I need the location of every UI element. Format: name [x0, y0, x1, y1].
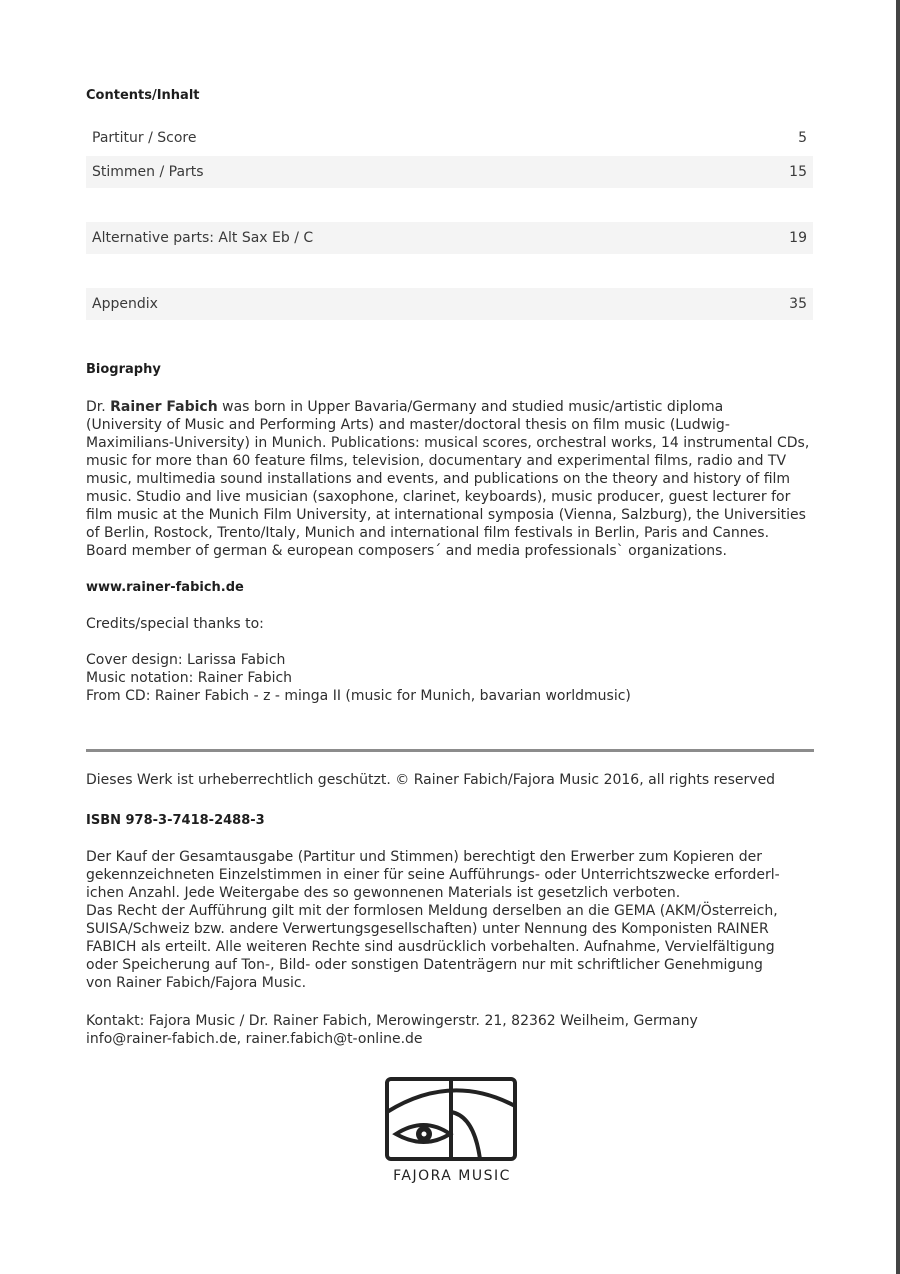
license-line: von Rainer Fabich/Fajora Music.: [86, 975, 307, 991]
license-line: Das Recht der Aufführung gilt mit der formlosen Meldung derselben an die GEMA (AKM/Österreich,: [86, 903, 778, 919]
credits-line: Cover design: Larissa Fabich: [86, 652, 286, 668]
biography-line: music. Studio and live musician (saxophone, clarinet, keyboards), music producer, guest lecturer for: [86, 489, 791, 505]
credits-line: Music notation: Rainer Fabich: [86, 670, 293, 686]
toc-title: Appendix: [92, 296, 158, 312]
copyright-text: Dieses Werk ist urheberrechtlich geschützt. © Rainer Fabich/Fajora Music 2016, all rights reserved: [86, 772, 776, 788]
license-line: ichen Anzahl. Jede Weitergabe des so gewonnenen Materials ist gesetzlich verboten.: [86, 885, 681, 901]
toc-row: [86, 222, 813, 254]
fajora-eye-logo-icon: [384, 1076, 518, 1162]
biography-text: [86, 398, 821, 560]
divider: [86, 749, 814, 752]
toc-page: 35: [789, 296, 807, 312]
biography-line: (University of Music and Performing Arts) and master/doctoral thesis on film music (Ludwig-: [86, 417, 730, 433]
license-line: gekennzeichneten Einzelstimmen in einer für seine Aufführungs- oder Unterrichtszwecke erforderl-: [86, 867, 780, 883]
credits-heading: Credits/special thanks to:: [86, 616, 264, 632]
credits-list: [86, 651, 821, 705]
toc-title: Alternative parts: Alt Sax Eb / C: [92, 230, 314, 246]
biography-line-text: was born in Upper Bavaria/Germany and studied music/artistic diploma: [217, 399, 724, 415]
credits-line: From CD: Rainer Fabich - z - minga II (music for Munich, bavarian worldmusic): [86, 688, 631, 704]
license-line: oder Speicherung auf Ton-, Bild- oder sonstigen Datenträgern nur mit schriftlicher Genehmigung: [86, 957, 763, 973]
biography-line: Board member of german & european composers´ and media professionals` organizations.: [86, 543, 727, 559]
toc-page: 19: [789, 230, 807, 246]
contact-text: [86, 1012, 821, 1048]
toc-row: [86, 122, 813, 154]
license-line: Der Kauf der Gesamtausgabe (Partitur und Stimmen) berechtigt den Erwerber zum Kopieren der: [86, 849, 762, 865]
biography-heading: Biography: [86, 362, 161, 377]
website-link[interactable]: www.rainer-fabich.de: [86, 580, 244, 595]
contents-heading: Contents/Inhalt: [86, 88, 200, 103]
biography-line: music, multimedia sound installations and events, and publications on the theory and history of film: [86, 471, 791, 487]
isbn: ISBN 978-3-7418-2488-3: [86, 813, 265, 828]
biography-line: film music at the Munich Film University, at international symposia (Vienna, Salzburg), the Universities: [86, 507, 806, 523]
contact-line: info@rainer-fabich.de, rainer.fabich@t-online.de: [86, 1031, 423, 1047]
biography-prefix: Dr.: [86, 399, 111, 415]
biography-line: Maximilians-University) in Munich. Publications: musical scores, orchestral works, 14 instrumental CDs,: [86, 435, 810, 451]
biography-name: Rainer Fabich: [110, 399, 218, 415]
toc-title: Partitur / Score: [92, 130, 197, 146]
toc-row: [86, 156, 813, 188]
toc-page: 5: [798, 130, 807, 146]
license-line: SUISA/Schweiz bzw. andere Verwertungsgesellschaften) unter Nennung des Komponisten RAINER: [86, 921, 769, 937]
contact-line: Kontakt: Fajora Music / Dr. Rainer Fabich, Merowingerstr. 21, 82362 Weilheim, Germany: [86, 1013, 698, 1029]
license-line: FABICH als erteilt. Alle weiteren Rechte sind ausdrücklich vorbehalten. Aufnahme, Vervielfältigung: [86, 939, 775, 955]
toc-page: 15: [789, 164, 807, 180]
biography-line: of Berlin, Rostock, Trento/Italy, Munich and international film festivals in Berlin, Paris and Cannes.: [86, 525, 770, 541]
logo-label: FAJORA MUSIC: [393, 1168, 511, 1184]
toc-row: [86, 288, 813, 320]
toc-title: Stimmen / Parts: [92, 164, 204, 180]
license-text: [86, 848, 821, 992]
biography-line: [86, 398, 821, 416]
biography-line: music for more than 60 feature films, television, documentary and experimental films, radio and TV: [86, 453, 787, 469]
